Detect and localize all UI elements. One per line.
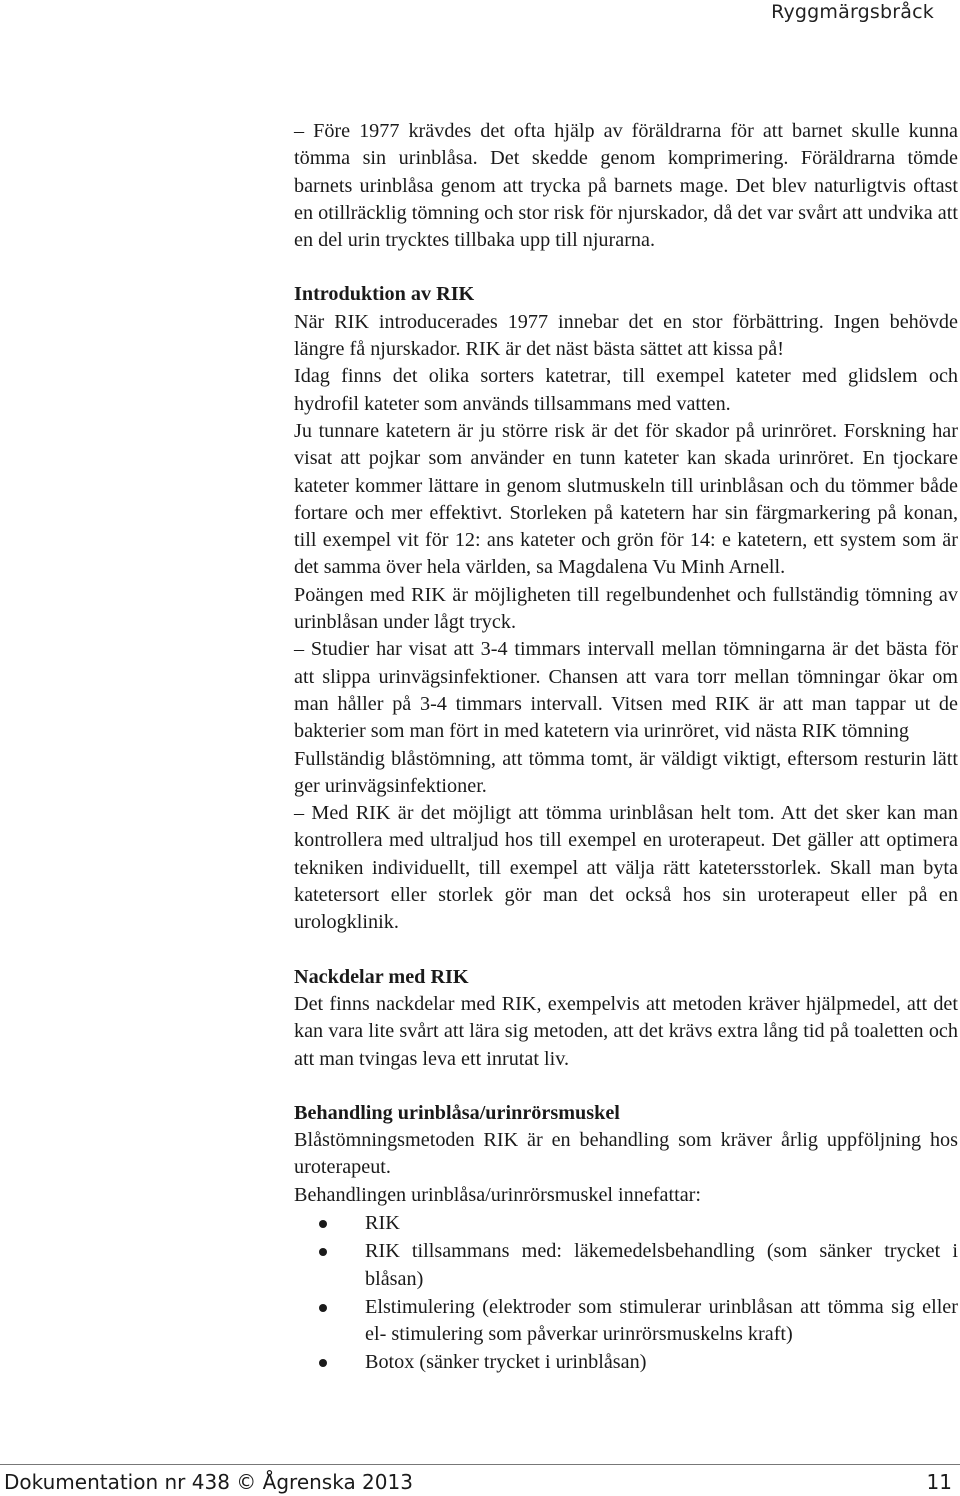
section-heading: Nackdelar med RIK (294, 965, 469, 988)
body-paragraph: – Studier har visat att 3-4 timmars intervall mellan tömningarna är det bästa för att slippa urinvägsinfektioner. Chansen att vara torr mellan tömningar ökar om man håller på 3-4 timmars intervall. Vitsen med RIK är att man tappar ut de bakterier som man fört in med katetern via urinröret, vid nästa RIK tömning (294, 638, 958, 743)
list-item-text: Botox (sänker trycket i urinblåsan) (365, 1351, 647, 1374)
body-paragraph: – Med RIK är det möjligt att tömma urinblåsan helt tom. Att det sker kan man kontrollera med ultraljud hos till exempel en uroterapeut. Det gäller att optimera tekniken individuellt, till exempel att välja rätt katetersstorlek. Skall man byta katetersort eller storlek gör man det också hos sin uroterapeut eller på en urologklinik. (294, 802, 958, 934)
body-paragraph: Behandlingen urinblåsa/urinrörsmuskel innefattar: (294, 1183, 702, 1206)
body-paragraph: Ju tunnare katetern är ju större risk är det för skador på urinröret. Forskning har visat att pojkar som använder en tunn kateter kan skada urinröret. En tjockare kateter kommer lättare in genom slutmuskeln till urinblåsan och du tömmer både fortare och mer effektivt. Storleken på katetern har sin färgmarkering på konan, till exempel vit för 12: ans kateter och grön för 14: e katetern, ett system som är det samma över hela världen, sa Magdalena Vu Minh Arnell. (294, 419, 958, 579)
list-item (294, 1294, 958, 1349)
section-introduktion (294, 281, 958, 936)
body-paragraph: Det finns nackdelar med RIK, exempelvis att metoden kräver hjälpmedel, att det kan vara lite svårt att lära sig metoden, att det krävs extra lång tid på toaletten och att man tvingas leva ett inrutat liv. (294, 992, 958, 1070)
section-heading: Behandling urinblåsa/urinrörsmuskel (294, 1101, 620, 1124)
body-paragraph: Blåstömningsmetoden RIK är en behandling som kräver årlig uppföljning hos uroterapeut. (294, 1129, 958, 1179)
bullet-icon (319, 1359, 327, 1367)
footer-credit: Dokumentation nr 438 © Ågrenska 2013 (4, 1470, 413, 1494)
section-heading: Introduktion av RIK (294, 283, 475, 306)
list-item-text: Elstimulering (elektroder som stimulerar urinblåsan att tömma sig eller el- stimulering som påverkar urinrörsmuskelns kraft) (365, 1295, 958, 1346)
intro-paragraph: – Före 1977 krävdes det ofta hjälp av föräldrarna för att barnet skulle kunna tömma sin urinblåsa. Det skedde genom komprimering. Föräldrarna tömde barnets urinblåsa genom att trycka på barnets mage. Det blev naturligtvis oftast en otillräcklig tömning och stor risk för njurskador, då det var svårt att undvika att en del urin trycktes tillbaka upp till njurarna. (294, 120, 958, 252)
page-footer (0, 1464, 960, 1496)
list-item (294, 1349, 958, 1376)
running-header: Ryggmärgsbråck (771, 1, 934, 23)
bullet-icon (319, 1220, 327, 1228)
body-paragraph: Fullständig blåstömning, att tömma tomt, är väldigt viktigt, eftersom resturin lätt ger urinvägsinfektioner. (294, 747, 958, 797)
body-paragraph: Idag finns det olika sorters katetrar, till exempel kateter med glidslem och hydrofil kateter som används tillsammans med vatten. (294, 365, 958, 415)
list-item (294, 1210, 958, 1237)
body-paragraph: Poängen med RIK är möjligheten till regelbundenhet och fullständig tömning av urinblåsan under lågt tryck. (294, 583, 958, 634)
body-paragraph: När RIK introducerades 1977 innebar det en stor förbättring. Ingen behövde längre få njurskador. RIK är det näst bästa sättet att kissa på! (294, 310, 958, 361)
treatment-list (294, 1210, 958, 1377)
list-item (294, 1238, 958, 1293)
bullet-icon (319, 1304, 327, 1312)
page-number: 11 (926, 1470, 952, 1494)
section-nackdelar (294, 964, 958, 1073)
article-body (294, 118, 958, 1378)
bullet-icon (319, 1248, 327, 1256)
footer-divider (0, 1464, 960, 1465)
section-behandling (294, 1100, 958, 1377)
list-item-text: RIK (365, 1211, 400, 1234)
list-item-text: RIK tillsammans med: läkemedelsbehandling (som sänker trycket i blåsan) (365, 1240, 958, 1290)
